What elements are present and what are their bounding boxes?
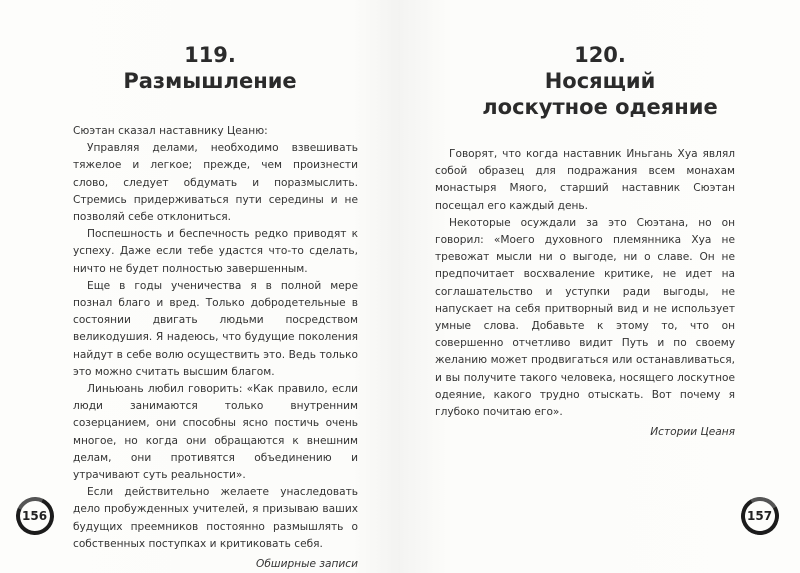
chapter-body xyxy=(435,146,735,441)
source-attribution: Обширные записи xyxy=(256,558,358,571)
chapter-heading xyxy=(100,42,320,94)
right-page xyxy=(400,0,800,573)
chapter-title-line1: Носящий xyxy=(544,69,656,93)
paragraph: Сюэтан сказал наставнику Цеаню: xyxy=(73,125,268,137)
page-number: 157 xyxy=(747,509,773,523)
paragraph: Говорят, что когда наставник Иньгань Хуа являл собой образец для подражания всем монахам монастыря Мяого, старший наставник Сюэтан посещал его каждый день. xyxy=(435,148,735,212)
chapter-title-line2: лоскутное одеяние xyxy=(482,95,718,119)
source-attribution: Истории Цеаня xyxy=(650,426,735,439)
chapter-title: Размышление xyxy=(123,69,297,93)
page-number: 156 xyxy=(22,509,48,523)
paragraph: Некоторые осуждали за это Сюэтана, но он говорил: «Моего духовного племянника Хуа не тревожат мысли ни о выгоде, ни о славе. Он не предпочитает восхваление критике, не идет на соглашательство и уступки ради выгоды, не напускает на себя притворный вид и не использует умные слова. Добавьте к этому то, что он совершенно отчетливо видит Путь и по своему желанию может продвигаться или останавливаться, и вы получите такого человека, носящего лоскутное одеяние, какого трудно отыскать. Вот почему я глубоко почитаю его». xyxy=(435,216,735,419)
paragraph: Если действительно желаете унаследовать дело пробужденных учителей, я призываю ваших будущих преемников постоянно размышлять о собственных поступках и критиковать себя. xyxy=(73,486,358,550)
page-number-enso-icon xyxy=(737,493,784,540)
paragraph: Управляя делами, необходимо взвешивать тяжелое и легкое; прежде, чем произнести слово, следует обдумать и поразмыслить. Стремись придерживаться пути середины и не позволяй себе отклониться. xyxy=(73,142,358,224)
paragraph: Поспешность и беспечность редко приводят к успеху. Даже если тебе удастся что-то сделать, ничто не будет полностью завершенным. xyxy=(73,228,358,275)
page-number-enso-icon xyxy=(11,492,60,541)
paragraph: Еще в годы ученичества я в полной мере познал благо и вред. Только добродетельные в состоянии двигать людьми посредством великодушия. Я надеюсь, что будущие поколения найдут в себе волю осуществить это. Ведь только это можно считать высшим благом. xyxy=(73,279,358,378)
chapter-number: 119. xyxy=(184,43,236,67)
paragraph: Линьюань любил говорить: «Как правило, если люди занимаются только внутренним созерцанием, они способны ясно постичь очень многое, но когда они обращаются к внешним делам, они противятся объединению и утрачивают суть реальности». xyxy=(73,383,358,482)
chapter-heading xyxy=(470,42,730,120)
chapter-body xyxy=(73,123,358,573)
chapter-number: 120. xyxy=(574,43,626,67)
